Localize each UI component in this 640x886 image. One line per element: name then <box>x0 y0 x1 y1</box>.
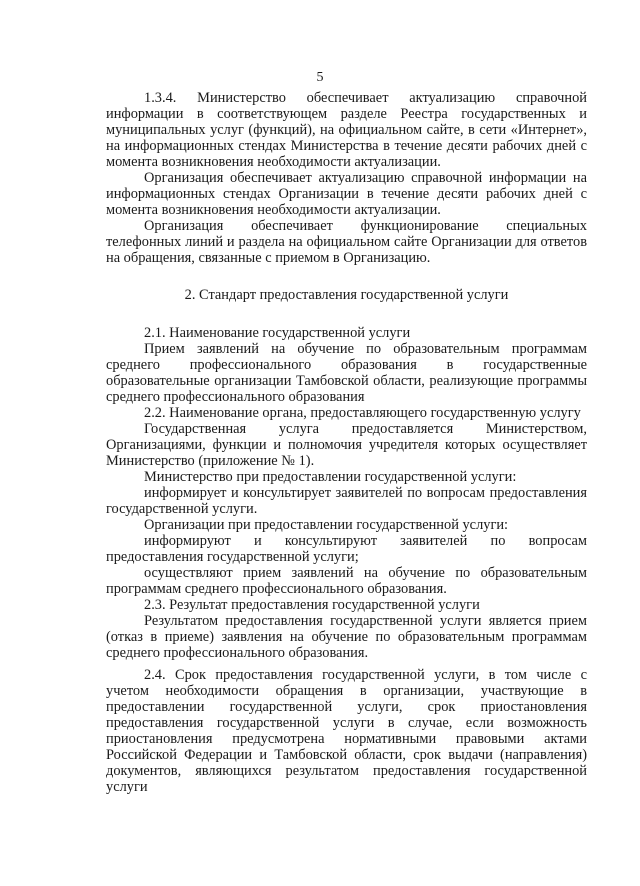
paragraph-orgs-inform: информируют и консультируют заявителей по вопросам предоставления государственной услуги; <box>106 533 587 565</box>
subheading-2-3: 2.3. Результат предоставления государственной услуги <box>144 597 480 613</box>
document-body <box>106 90 587 795</box>
page-number: 5 <box>316 70 324 85</box>
subheading-2-2: 2.2. Наименование органа, предоставляющего государственную услугу <box>144 405 581 421</box>
subheading-2-1: 2.1. Наименование государственной услуги <box>144 325 411 341</box>
paragraph-ministry-informs: информирует и консультирует заявителей по вопросам предоставления государственной услуги. <box>106 485 587 517</box>
section-heading: 2. Стандарт предоставления государственной услуги <box>184 287 509 303</box>
paragraph-result: Результатом предоставления государственной услуги является прием (отказ в приеме) заявления на обучение по образовательным программам среднего профессионального образования. <box>106 613 587 661</box>
paragraph-provider: Государственная услуга предоставляется Министерством, Организациями, функции и полномочия учредителя которых осуществляет Министерство (приложение № 1). <box>106 421 587 469</box>
paragraph-2-4: 2.4. Срок предоставления государственной услуги, в том числе с учетом необходимости обращения в организации, участвующие в предоставлении государственной услуги, срок приостановления предоставления государственной услуги в случае, если возможность приостановления предусмотрена нормативными правовыми актами Российской Федерации и Тамбовской области, срок выдачи (направления) документов, являющихся результатом предоставления государственной услуги <box>106 667 587 795</box>
paragraph-ministry-intro: Министерство при предоставлении государственной услуги: <box>144 469 517 485</box>
paragraph-org-phone-lines: Организация обеспечивает функционирование специальных телефонных линий и раздела на официальном сайте Организации для ответов на обращения, связанные с приемом в Организацию. <box>106 218 587 266</box>
paragraph-orgs-intro: Организации при предоставлении государственной услуги: <box>144 517 509 533</box>
paragraph-service-name: Прием заявлений на обучение по образовательным программам среднего профессионального образования в государственные образовательные организации Тамбовской области, реализующие программы среднего профессионального образования <box>106 341 587 405</box>
paragraph-orgs-accept: осуществляют прием заявлений на обучение по образовательным программам среднего профессионального образования. <box>106 565 587 597</box>
paragraph-org-actualization: Организация обеспечивает актуализацию справочной информации на информационных стендах Организации в течение десяти рабочих дней с момента возникновения необходимости актуализации. <box>106 170 587 218</box>
paragraph-1-3-4: 1.3.4. Министерство обеспечивает актуализацию справочной информации в соответствующем разделе Реестра государственных и муниципальных услуг (функций), на официальном сайте, в сети «Интернет», на информационных стендах Министерства в течение десяти рабочих дней с момента возникновения необходимости актуализации. <box>106 90 587 170</box>
